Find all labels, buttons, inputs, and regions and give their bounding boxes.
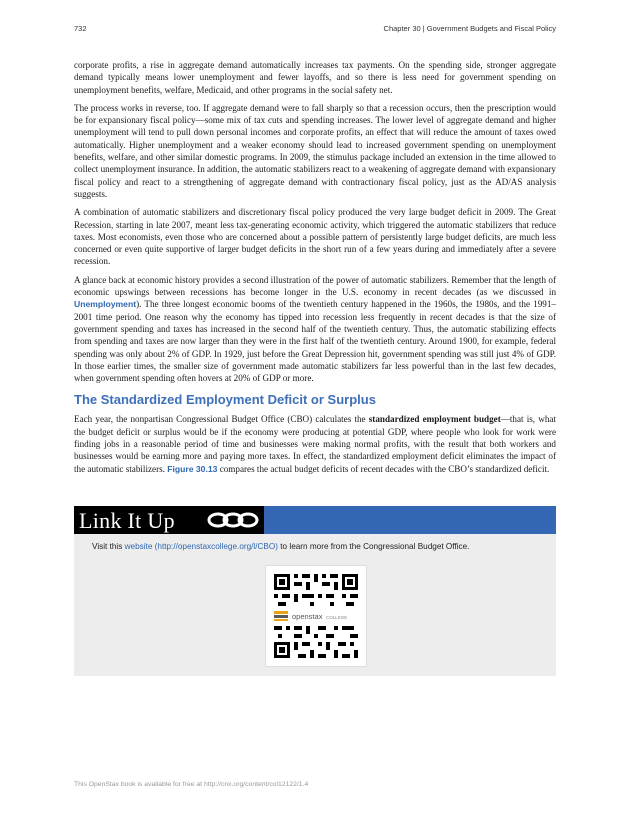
unemployment-link[interactable]: Unemployment — [74, 299, 137, 310]
main-content — [74, 59, 556, 481]
link-it-up-title: Link It Up — [74, 506, 264, 534]
paragraph-5-text-b: —that is, what the budget deficit or surplus would be if the economy were producing at potential GDP, where people who look for work were finding jobs in a reasonable period of time and businesses were making normal profits, with the result that both workers and businesses would be earning more and paying more taxes. In effect, the standardized employment deficit eliminates the impact of the automatic stabilizers. — [74, 414, 556, 474]
paragraph-3: A combination of automatic stabilizers and discretionary fiscal policy produced the very large budget deficit in 2009. The Great Recession, starting in late 2007, meant less tax-generating economic activity, which triggered the automatic stabilizers that reduce taxes. Most economists, even those who are concerned about a possible pattern of persistently large budget deficits, are much less concerned or even quite supportive of larger budget deficits in the short run of a few years during and immediately after a severe recession. — [74, 207, 556, 267]
key-term: standardized employment budget — [368, 414, 501, 425]
visit-text-a: Visit this — [92, 542, 125, 551]
chain-link-icon — [207, 510, 261, 530]
visit-text-b: to learn more from the Congressional Budget Office. — [278, 542, 470, 551]
link-it-up-bar — [74, 506, 556, 534]
page-number: 732 — [74, 24, 87, 33]
chapter-title: Chapter 30 | Government Budgets and Fiscal Policy — [383, 24, 556, 33]
link-it-up-box — [74, 506, 556, 676]
qr-code[interactable] — [265, 565, 367, 667]
qr-brand-suffix: COLLEGE — [326, 615, 348, 620]
paragraph-2: The process works in reverse, too. If aggregate demand were to fall sharply so that a recession occurs, then the prescription would be for expansionary fiscal policy—some mix of tax cuts and spending increases. The lower level of aggregate demand and higher unemployment will tend to pull down personal incomes and corporate profits, an effect that will reduce the amount of taxes owed automatically. Higher unemployment and a weaker economy should lead to increased government spending on unemployment benefits, welfare, and other similar domestic programs. In 2009, the stimulus package included an extension in the time allowed to collect unemployment insurance. In addition, the automatic stabilizers react to a weakening of aggregate demand with expansionary fiscal policy and react to a strengthening of aggregate demand with contractionary fiscal policy, just as the AD/AS analysis suggests. — [74, 102, 556, 199]
paragraph-5 — [74, 413, 556, 474]
figure-link[interactable]: Figure 30.13 — [167, 463, 218, 474]
paragraph-1: corporate profits, a rise in aggregate demand automatically increases tax payments. On the spending side, stronger aggregate demand typically means lower unemployment and fewer layoffs, and so there is less need for government spending on unemployment benefits, welfare, Medicaid, and other programs in the social safety net. — [74, 60, 556, 95]
paragraph-4-text-b: ). The three longest economic booms of the twentieth century happened in the 1960s, the 1980s, and the 1991–2001 time period. One reason why the economy has tipped into recession less frequently in recent decades is that the size of government spending and taxes has increased in the second half of the twentieth century. Thus, the automatic stabilizing effects from spending and taxes are now larger than they were in the first half of the twentieth century. Around 1900, for example, federal spending was only about 2% of GDP. In 1929, just before the Great Depression hit, government spending was still just 4% of GDP. In those earlier times, the smaller size of government made automatic stabilizers far less powerful than in the last few decades, when government spending often hovers at 20% of GDP or more. — [74, 299, 556, 384]
page-footer: This OpenStax book is available for free at http://cnx.org/content/col12122/1.4 — [74, 781, 309, 788]
visit-text — [92, 542, 542, 551]
qr-brand-text: openstax — [292, 612, 323, 621]
paragraph-4 — [74, 274, 556, 385]
paragraph-5-text-c: compares the actual budget deficits of recent decades with the CBO’s standardized deficit. — [217, 463, 550, 474]
section-heading: The Standardized Employment Deficit or Surplus — [74, 392, 376, 408]
qr-code-icon — [266, 566, 366, 666]
paragraph-5-text-a: Each year, the nonpartisan Congressional Budget Office (CBO) calculates the — [74, 414, 369, 425]
cbo-website-link[interactable]: website (http://openstaxcollege.org/l/CBO) — [124, 542, 278, 551]
paragraph-4-text-a: A glance back at economic history provides a second illustration of the power of automatic stabilizers. Remember that the length of economic upswings between recessions has become longer in the U.S. economy in recent decades (as we discussed in — [74, 274, 556, 298]
